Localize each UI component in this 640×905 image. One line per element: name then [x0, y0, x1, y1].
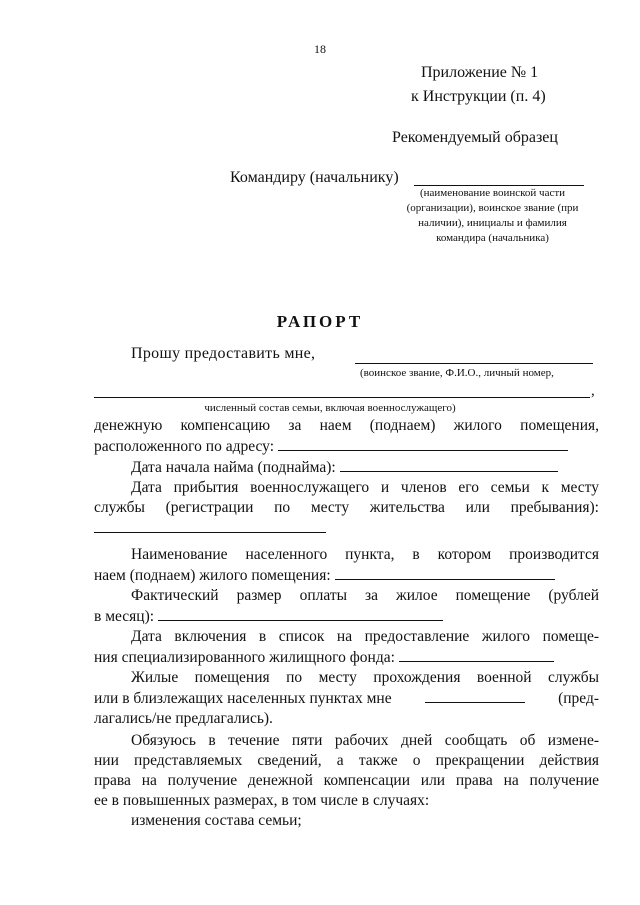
paragraph-line: Фактический размер оплаты за жилое помещение (рублей: [131, 587, 599, 604]
list-inclusion-label: ния специализированного жилищного фонда:: [94, 649, 395, 666]
request-comma: ,: [591, 383, 595, 399]
paragraph-line: изменения состава семьи;: [131, 812, 302, 829]
address-field[interactable]: [278, 436, 568, 451]
offered-field[interactable]: [425, 688, 525, 703]
payment-field[interactable]: [158, 606, 443, 621]
request-blank-line-2: [94, 397, 590, 398]
settlement-label: наем (поднаем) жилого помещения:: [94, 567, 331, 584]
paragraph-line: [94, 688, 599, 709]
arrival-date-field[interactable]: [94, 518, 326, 533]
page-number: 18: [314, 42, 326, 56]
paragraph-line: [94, 436, 599, 457]
appendix-line-1: Приложение № 1: [421, 64, 539, 81]
paragraph-line: Обязуюсь в течение пяти рабочих дней сообщать об измене-: [131, 732, 599, 749]
paragraph-line: [94, 565, 599, 586]
paragraph-line: [94, 518, 599, 538]
paragraph-line: [94, 606, 599, 627]
paragraph-line: Наименование населенного пункта, в котором производится: [131, 546, 599, 563]
recommended-sample: Рекомендуемый образец: [392, 129, 558, 146]
request-hint-2: численный состав семьи, включая военнослужащего): [204, 402, 456, 414]
paragraph-line: ее в повышенных размерах, в том числе в случаях:: [94, 792, 430, 809]
offered-label: или в близлежащих населенных пунктах мне: [94, 690, 392, 707]
request-blank-line-1: [355, 363, 593, 364]
addressee-hint: [385, 186, 600, 246]
document-title: РАПОРТ: [276, 312, 364, 331]
request-hint-1: (воинское звание, Ф.И.О., личный номер,: [360, 367, 554, 379]
paragraph-line: лагались/не предлагались).: [94, 710, 273, 727]
report-body: [94, 416, 599, 831]
rental-start-field[interactable]: [340, 457, 558, 472]
appendix-line-2: к Инструкции (п. 4): [411, 88, 546, 105]
paragraph-line: службы (регистрации по месту жительства или пребывания):: [94, 499, 599, 516]
paragraph-line: нии представляемых сведений, а также о прекращении действия: [94, 752, 599, 769]
paragraph-line: Дата включения в список на предоставление жилого помеще-: [131, 628, 599, 645]
paragraph-line: денежную компенсацию за наем (поднаем) жилого помещения,: [94, 417, 599, 434]
paragraph-line: [94, 647, 599, 668]
addressee-hint-line: командира (начальника): [436, 232, 549, 244]
settlement-field[interactable]: [335, 565, 555, 580]
addressee-hint-line: наличии), инициалы и фамилия: [418, 217, 567, 229]
paragraph-line: Жилые помещения по месту прохождения военной службы: [131, 669, 599, 686]
address-label: расположенного по адресу:: [94, 438, 274, 455]
rental-start-label: Дата начала найма (поднайма):: [131, 459, 336, 476]
offered-suffix: (пред-: [558, 690, 599, 707]
addressee-label: Командиру (начальнику): [230, 169, 399, 186]
payment-label: в месяц):: [94, 608, 155, 625]
paragraph-line: [94, 457, 599, 478]
list-inclusion-field[interactable]: [399, 647, 554, 662]
addressee-hint-line: (наименование воинской части: [419, 187, 566, 199]
paragraph-line: Дата прибытия военнослужащего и членов его семьи к месту: [131, 479, 599, 496]
request-lead: Прошу предоставить мне,: [131, 345, 316, 362]
paragraph-line: права на получение денежной компенсации или права на получение: [94, 772, 599, 789]
addressee-hint-line: (организации), воинское звание (при: [406, 202, 579, 214]
